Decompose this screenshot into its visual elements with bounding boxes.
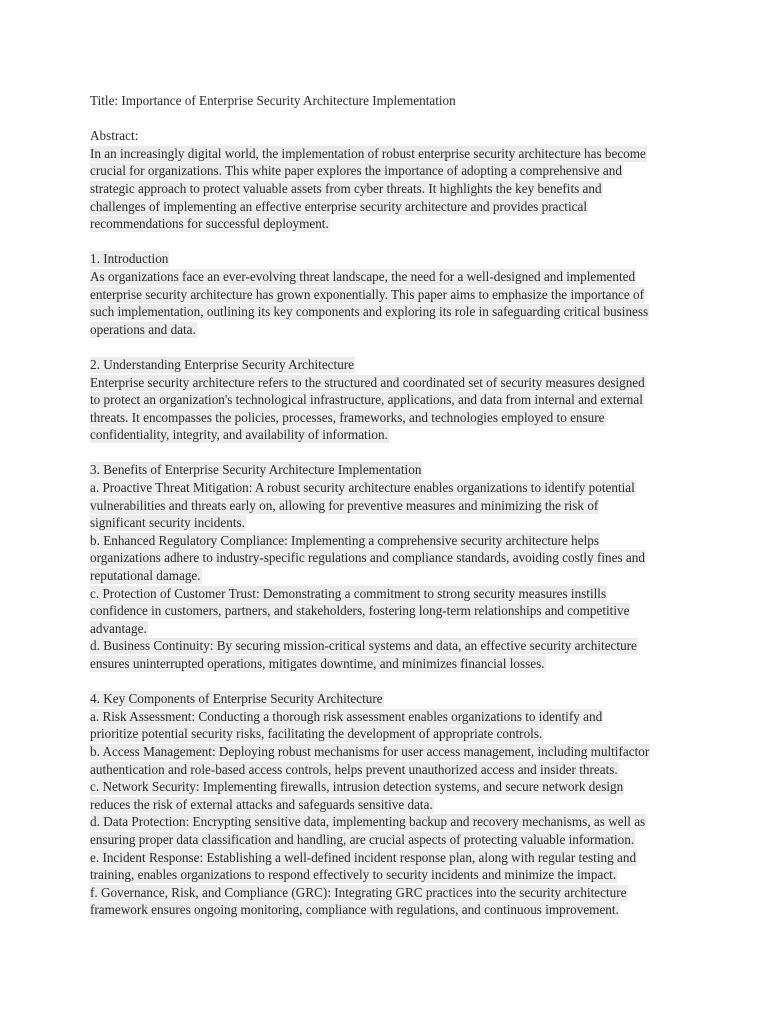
body-line: operations and data. bbox=[90, 321, 196, 337]
paragraph-gap bbox=[90, 233, 690, 251]
body-line: such implementation, outlining its key components and exploring its role in safeguarding critical business bbox=[90, 304, 649, 320]
body-line: c. Network Security: Implementing firewalls, intrusion detection systems, and secure network design bbox=[90, 779, 624, 795]
body-line: c. Protection of Customer Trust: Demonstrating a commitment to strong security measures instills bbox=[90, 585, 607, 601]
body-line: to protect an organization's technological infrastructure, applications, and data from internal and external bbox=[90, 392, 643, 408]
body-line: Enterprise security architecture refers to the structured and coordinated set of security measures designed bbox=[90, 374, 645, 390]
body-line: framework ensures ongoing monitoring, compliance with regulations, and continuous improvement. bbox=[90, 902, 619, 918]
document-title bbox=[90, 92, 690, 110]
body-line: training, enables organizations to respond effectively to security incidents and minimize the impact. bbox=[90, 867, 617, 883]
section-heading-text: 4. Key Components of Enterprise Security Architecture bbox=[90, 691, 383, 707]
body-line: organizations adhere to industry-specific regulations and compliance standards, avoiding costly fines and bbox=[90, 550, 645, 566]
body-line: advantage. bbox=[90, 620, 147, 636]
body-line: confidence in customers, partners, and stakeholders, fostering long-term relationships and competitive bbox=[90, 603, 630, 619]
section-heading-text: 1. Introduction bbox=[90, 251, 169, 267]
section-heading-key-components bbox=[90, 690, 690, 708]
body-line: b. Enhanced Regulatory Compliance: Implementing a comprehensive security architecture helps bbox=[90, 532, 600, 548]
section-heading-text: 2. Understanding Enterprise Security Architecture bbox=[90, 356, 355, 372]
body-line: challenges of implementing an effective enterprise security architecture and provides practical bbox=[90, 198, 587, 214]
body-line: significant security incidents. bbox=[90, 515, 245, 531]
body-line: ensuring proper data classification and handling, are crucial aspects of protecting valuable information. bbox=[90, 831, 635, 847]
body-line: d. Business Continuity: By securing mission-critical systems and data, an effective security architecture bbox=[90, 638, 637, 654]
document-page bbox=[90, 92, 690, 919]
body-line: confidentiality, integrity, and availability of information. bbox=[90, 427, 388, 443]
body-line: ensures uninterrupted operations, mitigates downtime, and minimizes financial losses. bbox=[90, 656, 545, 671]
paragraph-gap bbox=[90, 444, 690, 462]
section-heading-introduction bbox=[90, 250, 690, 268]
body-line: a. Proactive Threat Mitigation: A robust security architecture enables organizations to identify potential bbox=[90, 480, 635, 496]
section-heading-text: 3. Benefits of Enterprise Security Architecture Implementation bbox=[90, 462, 422, 478]
body-line: As organizations face an ever-evolving threat landscape, the need for a well-designed and implemented bbox=[90, 268, 636, 284]
body-line: prioritize potential security risks, facilitating the development of appropriate controls. bbox=[90, 726, 543, 742]
body-line: reputational damage. bbox=[90, 568, 201, 584]
body-line: In an increasingly digital world, the implementation of robust enterprise security architecture has become bbox=[90, 145, 646, 161]
body-line: threats. It encompasses the policies, processes, frameworks, and technologies employed to ensure bbox=[90, 409, 605, 425]
body-line: enterprise security architecture has grown exponentially. This paper aims to emphasize the importance of bbox=[90, 286, 645, 302]
body-line: d. Data Protection: Encrypting sensitive data, implementing backup and recovery mechanisms, as well as bbox=[90, 814, 646, 830]
section-heading-abstract bbox=[90, 127, 690, 145]
paragraph-gap bbox=[90, 338, 690, 356]
body-line: vulnerabilities and threats early on, allowing for preventive measures and minimizing the risk of bbox=[90, 497, 599, 513]
body-line: a. Risk Assessment: Conducting a thorough risk assessment enables organizations to identify and bbox=[90, 708, 603, 724]
section-heading-text: Abstract: bbox=[90, 128, 139, 144]
section-heading-understanding bbox=[90, 356, 690, 374]
body-line: reduces the risk of external attacks and safeguards sensitive data. bbox=[90, 796, 433, 812]
body-line: f. Governance, Risk, and Compliance (GRC): Integrating GRC practices into the security architecture bbox=[90, 884, 627, 900]
paragraph-gap bbox=[90, 110, 690, 128]
body-line: crucial for organizations. This white paper explores the importance of adopting a comprehensive and bbox=[90, 163, 622, 179]
paragraph-gap bbox=[90, 673, 690, 691]
body-line: recommendations for successful deployment. bbox=[90, 216, 329, 232]
document-title-text: Title: Importance of Enterprise Security Architecture Implementation bbox=[90, 93, 456, 108]
body-line: authentication and role-based access controls, helps prevent unauthorized access and insider threats. bbox=[90, 761, 618, 777]
body-line: b. Access Management: Deploying robust mechanisms for user access management, including multifactor bbox=[90, 743, 650, 759]
body-line: strategic approach to protect valuable assets from cyber threats. It highlights the key benefits and bbox=[90, 180, 602, 196]
body-line: e. Incident Response: Establishing a well-defined incident response plan, along with regular testing and bbox=[90, 849, 637, 865]
section-heading-benefits bbox=[90, 461, 690, 479]
